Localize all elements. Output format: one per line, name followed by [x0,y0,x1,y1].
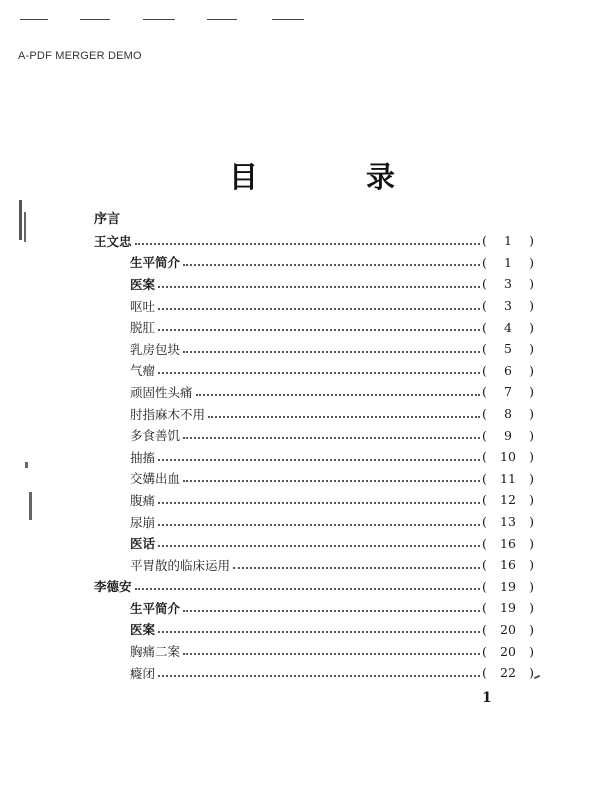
toc-page-number: 16 [500,535,516,551]
scan-artifact [534,675,540,679]
dot-leader [158,286,480,288]
toc-entry-label: 呕吐 [130,298,156,314]
toc-entry-label: 顽固性头痛 [130,384,193,400]
toc-entry-label: 多食善饥 [130,428,181,444]
toc-entry [94,597,534,619]
toc-page-number: 1 [504,233,512,249]
toc-entry-label: 肘指麻木不用 [130,406,206,422]
toc-page-number: 20 [500,621,516,637]
dot-leader [196,394,480,396]
toc-entry [94,554,534,576]
toc-entry-label: 医案 [130,622,156,638]
toc-page-number: 11 [500,470,516,486]
header-rule [20,19,48,20]
dot-leader [158,329,480,331]
toc-entry-label: 李德安 [94,579,132,595]
toc-entry-page: ( 3 ) [482,298,534,314]
toc-entry [94,360,534,382]
toc-entry [94,468,534,490]
toc-entry-page: ( 5 ) [482,341,534,357]
dot-leader [135,588,480,590]
dot-leader [208,416,480,418]
toc-entry [94,511,534,533]
toc-entry-page: ( 16 ) [482,535,534,551]
toc-entry-page: ( 8 ) [482,406,534,422]
toc-entry-page: ( 12 ) [482,492,534,508]
toc-entry-label: 气瘤 [130,363,156,379]
binding-mark [24,212,26,242]
toc-entry-label: 医话 [130,536,156,552]
toc-page-number: 7 [504,384,512,400]
header-rule [207,19,237,20]
binding-mark [29,492,32,520]
toc-entry-page: ( 1 ) [482,233,534,249]
toc-entry [94,489,534,511]
toc-page-number: 12 [500,492,516,508]
toc-entry [94,576,534,598]
toc-entry [94,403,534,425]
toc-entry-page: ( 6 ) [482,362,534,378]
toc-page-number: 13 [500,514,516,530]
toc-entry-page: ( 11 ) [482,470,534,486]
toc-entry-page: ( 4 ) [482,319,534,335]
toc-page-number: 4 [504,319,512,335]
toc-entry-label: 王文忠 [94,233,132,249]
toc-entry-page: ( 20 ) [482,621,534,637]
dot-leader [158,545,480,547]
toc-entry-label: 平胃散的临床运用 [130,557,231,573]
table-of-contents [94,230,534,683]
dot-leader [158,502,480,504]
toc-page-number: 5 [504,341,512,357]
dot-leader [158,308,480,310]
title-char-2: 录 [366,160,396,194]
toc-entry [94,316,534,338]
toc-entry-label: 交媾出血 [130,471,181,487]
dot-leader [183,610,480,612]
toc-page-number: 16 [500,557,516,573]
toc-entry-page: ( 22 ) [482,665,534,681]
toc-entry-page: ( 10 ) [482,449,534,465]
dot-leader [183,480,480,482]
toc-page-number: 10 [500,449,516,465]
toc-entry [94,424,534,446]
dot-leader [183,653,480,655]
header-rule [80,19,110,20]
dot-leader [135,243,480,245]
toc-page-number: 3 [504,276,512,292]
toc-entry-page: ( 9 ) [482,427,534,443]
header-rule [272,19,304,20]
toc-page-number: 20 [500,643,516,659]
page-number: 1 [482,690,492,706]
toc-entry-page: ( 16 ) [482,557,534,573]
dot-leader [233,567,480,569]
toc-entry-page: ( 19 ) [482,600,534,616]
dot-leader [183,264,480,266]
binding-mark [19,200,22,240]
watermark: A-PDF MERGER DEMO [18,50,142,62]
toc-entry [94,532,534,554]
dot-leader [158,524,480,526]
toc-entry [94,446,534,468]
binding-mark [25,462,28,468]
toc-entry-page: ( 13 ) [482,514,534,530]
toc-page-number: 22 [500,665,516,681]
dot-leader [158,675,480,677]
toc-entry-label: 生平简介 [130,600,181,616]
toc-page-number: 8 [504,406,512,422]
toc-entry-label: 抽搐 [130,449,156,465]
toc-entry-page: ( 7 ) [482,384,534,400]
toc-entry-label: 胸痛二案 [130,644,181,660]
toc-page-number: 9 [504,427,512,443]
toc-entry [94,662,534,684]
toc-entry [94,295,534,317]
toc-entry-label: 脱肛 [130,320,156,336]
toc-entry [94,640,534,662]
toc-page-number: 19 [500,578,516,594]
title-char-1: 目 [229,160,259,194]
toc-entry-label: 腹痛 [130,492,156,508]
toc-entry [94,273,534,295]
toc-entry-page: ( 3 ) [482,276,534,292]
toc-entry-page: ( 19 ) [482,578,534,594]
toc-entry-page: ( 20 ) [482,643,534,659]
toc-entry-label: 尿崩 [130,514,156,530]
toc-entry [94,230,534,252]
header-rule [143,19,175,20]
dot-leader [158,372,480,374]
toc-entry-label: 乳房包块 [130,341,181,357]
dot-leader [158,459,480,461]
toc-entry-page: ( 1 ) [482,254,534,270]
toc-entry-label: 生平简介 [130,255,181,271]
toc-entry [94,381,534,403]
toc-entry [94,252,534,274]
dot-leader [183,351,480,353]
toc-entry [94,619,534,641]
toc-page-number: 1 [504,254,512,270]
dot-leader [183,437,480,439]
toc-entry-label: 癃闭 [130,665,156,681]
toc-entry-label: 医案 [130,276,156,292]
toc-page-number: 6 [504,362,512,378]
preface-heading: 序言 [94,212,121,227]
toc-page-number: 19 [500,600,516,616]
dot-leader [158,631,480,633]
toc-page-number: 3 [504,298,512,314]
toc-entry [94,338,534,360]
page-title [0,155,612,195]
